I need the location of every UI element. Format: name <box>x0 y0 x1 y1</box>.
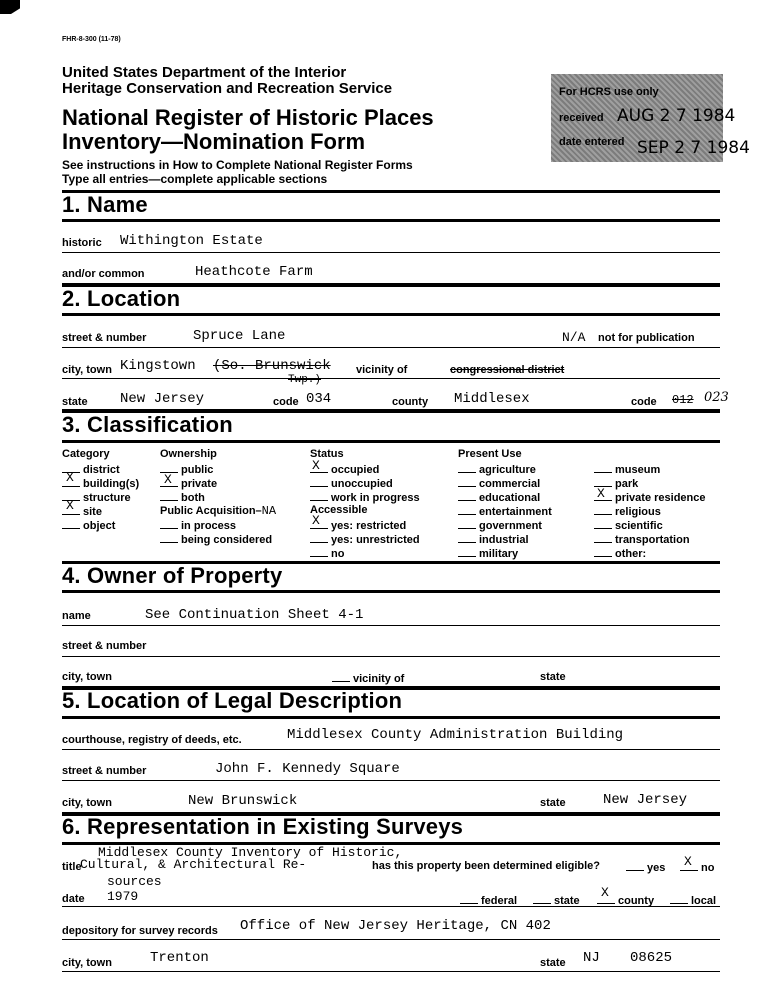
code2-struck-value: 012 <box>672 393 694 407</box>
survey-title-line-3[interactable]: sources <box>107 874 162 889</box>
ownership-private[interactable]: private <box>160 476 217 490</box>
status-unoccupied[interactable]: unoccupied <box>310 476 393 490</box>
depository-value[interactable]: Office of New Jersey Heritage, CN 402 <box>240 918 551 934</box>
acquisition-being-considered[interactable]: being considered <box>160 532 272 546</box>
section-5-heading: 5. Location of Legal Description <box>62 688 403 713</box>
use-commercial[interactable]: commercial <box>458 476 540 490</box>
survey-local[interactable]: local <box>670 893 716 907</box>
legal-street-value[interactable]: John F. Kennedy Square <box>215 761 400 777</box>
accessible-restricted[interactable]: yes: restricted <box>310 518 406 532</box>
survey-federal[interactable]: federal <box>460 893 517 907</box>
legal-street-label: street & number <box>62 765 147 777</box>
rule <box>62 780 720 781</box>
courthouse-value[interactable]: Middlesex County Administration Building <box>287 727 624 743</box>
city-label: city, town <box>62 364 112 376</box>
use-park[interactable]: park <box>594 476 638 490</box>
service-line: Heritage Conservation and Recreation Service <box>62 80 393 97</box>
section-4-heading: 4. Owner of Property <box>62 563 283 588</box>
category-structure[interactable]: structure <box>62 490 131 504</box>
state-value[interactable]: New Jersey <box>120 391 205 407</box>
status-heading: Status <box>310 448 344 460</box>
category-buildings[interactable]: building(s) <box>62 476 139 490</box>
ownership-private-check: X <box>164 472 172 487</box>
owner-name-value[interactable]: See Continuation Sheet 4-1 <box>145 607 364 623</box>
rule <box>62 252 720 253</box>
form-title-2: Inventory—Nomination Form <box>62 129 366 154</box>
owner-state-label: state <box>540 671 566 683</box>
survey-county-check: X <box>601 885 609 900</box>
depository-label: depository for survey records <box>62 925 218 937</box>
legal-state-value[interactable]: New Jersey <box>603 792 688 808</box>
section-3-heading: 3. Classification <box>62 412 233 437</box>
use-other[interactable]: other: <box>594 546 646 560</box>
code2-value[interactable]: 023 <box>704 390 729 405</box>
rule <box>62 906 720 907</box>
public-acquisition-heading: Public Acquisition–NA <box>160 504 277 518</box>
state-label: state <box>62 396 88 408</box>
status-work-in-progress[interactable]: work in progress <box>310 490 420 504</box>
survey-title-label: title <box>62 861 82 873</box>
historic-label: historic <box>62 237 102 249</box>
section-2-heading: 2. Location <box>62 286 181 311</box>
stamp-entered-label: date entered <box>559 136 625 148</box>
vicinity-label: vicinity of <box>356 364 408 376</box>
survey-zip-value[interactable]: 08625 <box>630 950 673 966</box>
rule <box>62 347 720 348</box>
section-1-heading: 1. Name <box>62 192 148 217</box>
street-label: street & number <box>62 332 147 344</box>
use-private-residence-check: X <box>597 486 605 501</box>
street-value[interactable]: Spruce Lane <box>193 328 286 344</box>
use-entertainment[interactable]: entertainment <box>458 504 552 518</box>
acquisition-in-process[interactable]: in process <box>160 518 236 532</box>
survey-city-label: city, town <box>62 957 112 969</box>
survey-date-label: date <box>62 893 85 905</box>
survey-title-line-1[interactable]: Middlesex County Inventory of Historic, <box>98 845 403 860</box>
status-occupied[interactable]: occupied <box>310 462 379 476</box>
rule <box>62 219 720 222</box>
legal-state-label: state <box>540 797 566 809</box>
courthouse-label: courthouse, registry of deeds, etc. <box>62 734 242 746</box>
nfp-value[interactable]: N/A <box>562 330 586 345</box>
rule <box>62 190 720 193</box>
present-use-heading: Present Use <box>458 448 522 460</box>
rule <box>62 716 720 719</box>
county-label: county <box>392 396 429 408</box>
use-agriculture[interactable]: agriculture <box>458 462 536 476</box>
owner-street-label: street & number <box>62 640 147 652</box>
rule <box>62 656 720 657</box>
use-museum[interactable]: museum <box>594 462 660 476</box>
owner-city-label: city, town <box>62 671 112 683</box>
code2-label: code <box>631 396 657 408</box>
stamp-received-date: AUG 2 7 1984 <box>617 106 736 126</box>
use-transportation[interactable]: transportation <box>594 532 690 546</box>
survey-county[interactable]: county <box>597 893 654 907</box>
legal-city-value[interactable]: New Brunswick <box>188 793 298 809</box>
code-label: code <box>273 396 299 408</box>
county-value[interactable]: Middlesex <box>454 391 530 407</box>
eligible-question: has this property been determined eligible? <box>372 860 600 872</box>
survey-date-value[interactable]: 1979 <box>107 889 139 904</box>
rule <box>62 440 720 443</box>
use-educational[interactable]: educational <box>458 490 540 504</box>
use-military[interactable]: military <box>458 546 518 560</box>
use-religious[interactable]: religious <box>594 504 661 518</box>
ownership-heading: Ownership <box>160 448 217 460</box>
use-industrial[interactable]: industrial <box>458 532 529 546</box>
category-site[interactable]: site <box>62 504 102 518</box>
accessible-no[interactable]: no <box>310 546 344 560</box>
city-struck-value: (So. Brunswick <box>213 358 331 374</box>
city-value[interactable]: Kingstown <box>120 358 196 374</box>
stamp-entered-date: SEP 2 7 1984 <box>637 138 750 158</box>
scan-registration-mark <box>0 0 20 14</box>
eligible-no-check: X <box>684 854 692 869</box>
rule <box>62 625 720 626</box>
hcrs-use-only-stamp <box>551 74 750 162</box>
form-title-1: National Register of Historic Places <box>62 105 434 130</box>
rule <box>62 971 720 972</box>
use-government[interactable]: government <box>458 518 542 532</box>
rule <box>62 313 720 316</box>
form-number: FHR-8-300 (11-78) <box>62 36 121 43</box>
historic-value[interactable]: Withington Estate <box>120 233 263 249</box>
rule <box>62 378 720 379</box>
use-private-residence[interactable]: private residence <box>594 490 706 504</box>
ownership-both[interactable]: both <box>160 490 205 504</box>
status-occupied-check: X <box>312 458 320 473</box>
category-heading: Category <box>62 448 110 460</box>
survey-state-label: state <box>540 957 566 969</box>
category-district[interactable]: district <box>62 462 120 476</box>
survey-state[interactable]: state <box>533 893 580 907</box>
category-site-check: X <box>66 498 74 513</box>
stamp-received-label: received <box>559 112 604 124</box>
eligible-no[interactable]: no <box>680 860 714 874</box>
city-extra-value: Twp.) <box>288 374 322 386</box>
survey-state-value[interactable]: NJ <box>583 950 600 966</box>
stamp-use-only: For HCRS use only <box>559 86 659 98</box>
section-6-heading: 6. Representation in Existing Surveys <box>62 814 464 839</box>
instructions-line: See instructions in How to Complete National Register Forms <box>62 158 413 172</box>
rule <box>62 590 720 593</box>
category-buildings-check: X <box>66 470 74 485</box>
accessible-unrestricted[interactable]: yes: unrestricted <box>310 532 420 546</box>
survey-city-value[interactable]: Trenton <box>150 950 209 966</box>
owner-vicinity-label: vicinity of <box>332 671 404 685</box>
legal-city-label: city, town <box>62 797 112 809</box>
ownership-public[interactable]: public <box>160 462 213 476</box>
common-value[interactable]: Heathcote Farm <box>195 264 313 280</box>
owner-name-label: name <box>62 610 91 622</box>
code-value[interactable]: 034 <box>306 391 332 407</box>
accessible-heading: Accessible <box>310 504 368 516</box>
district-struck-label: congressional district <box>450 364 565 376</box>
eligible-yes[interactable]: yes <box>626 860 665 874</box>
survey-title-line-2[interactable]: Cultural, & Architectural Re- <box>80 857 307 872</box>
type-entries-line: Type all entries—complete applicable sections <box>62 172 328 186</box>
use-scientific[interactable]: scientific <box>594 518 663 532</box>
category-object[interactable]: object <box>62 518 115 532</box>
rule <box>62 749 720 750</box>
rule <box>62 939 720 940</box>
accessible-restricted-check: X <box>312 513 320 528</box>
nfp-label: not for publication <box>598 332 695 344</box>
department-line: United States Department of the Interior <box>62 64 347 81</box>
common-label: and/or common <box>62 268 145 280</box>
